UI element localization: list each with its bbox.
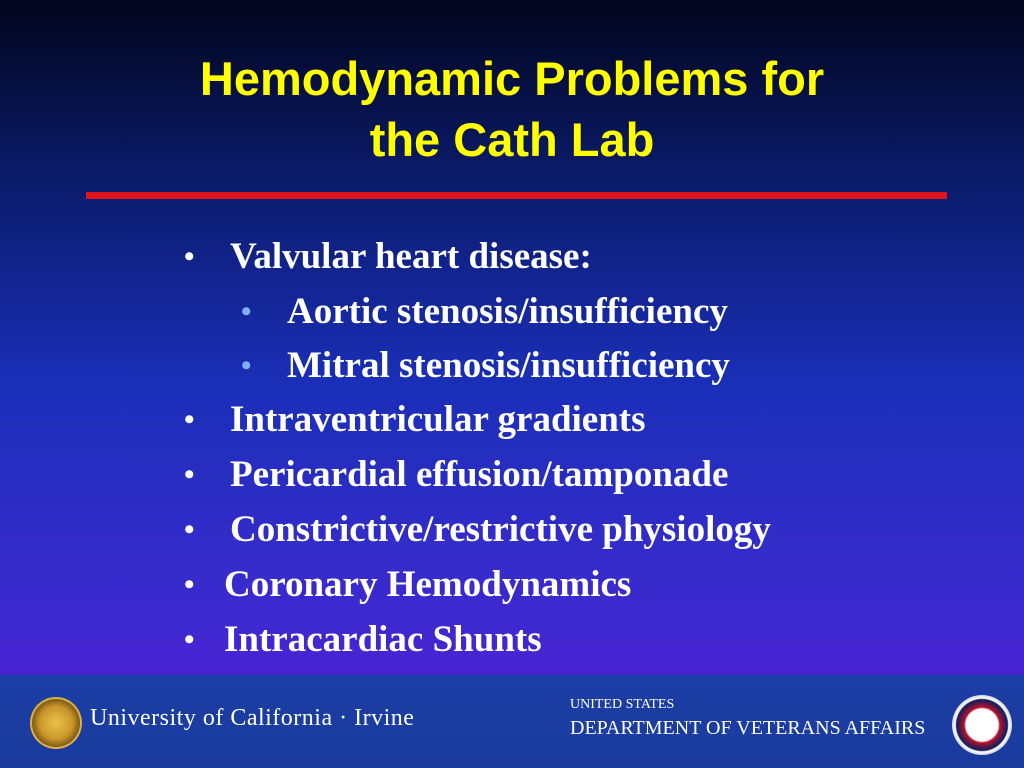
uci-seal-icon (30, 697, 82, 749)
bullet-text: Intracardiac Shunts (224, 619, 542, 660)
title-divider (86, 192, 947, 199)
bullet-dot-icon: • (184, 623, 195, 656)
bullet-text: Constrictive/restrictive physiology (230, 509, 771, 550)
bullet-dot-icon: • (184, 568, 195, 601)
bullet-text: Mitral stenosis/insufficiency (287, 345, 730, 386)
va-line-1: UNITED STATES (570, 697, 675, 712)
slide-title (0, 48, 1024, 170)
bullet-text: Valvular heart disease: (230, 236, 592, 277)
footer-bar (0, 675, 1024, 768)
uci-wordmark: University of California · Irvine (90, 705, 415, 731)
bullet-item (184, 508, 771, 552)
bullet-item (184, 398, 646, 442)
bullet-text: Coronary Hemodynamics (224, 564, 632, 605)
bullet-text: Aortic stenosis/insufficiency (287, 291, 728, 332)
bullet-item (184, 235, 592, 279)
bullet-dot-icon: • (184, 513, 195, 546)
bullet-dot-icon: • (184, 403, 195, 436)
bullet-item (241, 290, 728, 334)
bullet-dot-icon: • (241, 349, 252, 382)
va-line-2: DEPARTMENT OF VETERANS AFFAIRS (570, 717, 926, 739)
bullet-dot-icon: • (241, 295, 252, 328)
bullet-item (241, 344, 730, 388)
bullet-text: Pericardial effusion/tamponade (230, 454, 729, 495)
bullet-item (184, 453, 729, 497)
title-line-1: Hemodynamic Problems for (199, 52, 825, 105)
bullet-dot-icon: • (184, 240, 195, 273)
bullet-text: Intraventricular gradients (230, 399, 646, 440)
bullet-item (184, 563, 632, 607)
title-line-2: the Cath Lab (369, 113, 655, 166)
va-seal-icon (952, 695, 1012, 755)
bullet-item (184, 618, 542, 662)
bullet-dot-icon: • (184, 458, 195, 491)
